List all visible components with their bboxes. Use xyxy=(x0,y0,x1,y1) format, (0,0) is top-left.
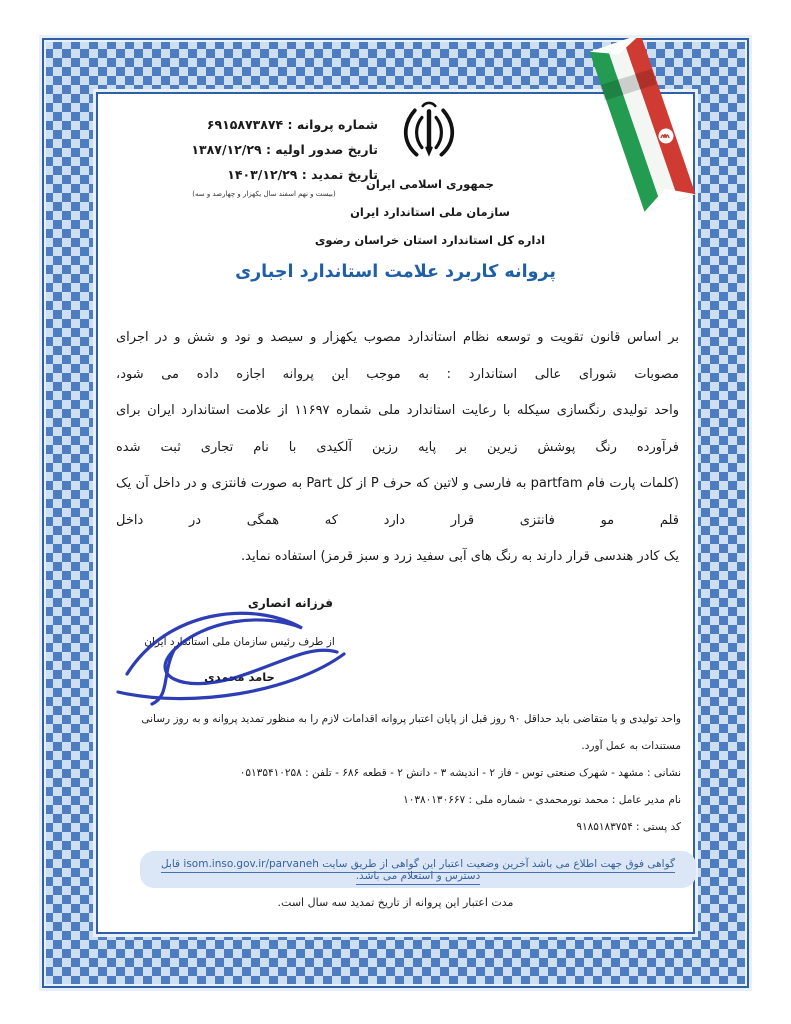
renew-value: ۱۴۰۳/۱۲/۲۹ xyxy=(227,167,298,182)
certificate-title: پروانه کاربرد علامت استاندارد اجباری xyxy=(235,262,556,282)
certificate-body xyxy=(116,320,679,576)
banner-pre-text: گواهی فوق جهت اطلاع می باشد آخرین وضعیت اعتبار این گواهی از طریق سایت xyxy=(322,858,676,870)
validity-statement: مدت اعتبار این پروانه از تاریخ تمدید سه سال است. xyxy=(277,896,514,909)
renew-label: تاریخ تمدید : xyxy=(301,167,378,182)
ceo-line: نام مدیر عامل : محمد نورمحمدی - شماره ملی : ۱۰۳۸۰۱۳۰۶۶۷ xyxy=(403,794,681,806)
provincial-office-name: اداره کل استاندارد استان خراسان رضوی xyxy=(314,233,546,247)
license-number-label: شماره پروانه : xyxy=(287,117,378,132)
first-issue-value: ۱۳۸۷/۱۲/۲۹ xyxy=(191,142,262,157)
body-line-3: (کلمات پارت فام partfam به فارسی و لاتین که حرف P از کل Part به صورت فانتزی و در داخل آن یک قلم مو فانتزی قرار دارد که همگی در داخل xyxy=(116,476,680,528)
renewal-notice-line: واحد تولیدی و یا متقاضی باید حداقل ۹۰ روز قبل از پایان اعتبار پروانه اقدامات لازم را به منظور تمدید پروانه و به روز رسانی مستندات به عمل آورد. xyxy=(141,713,681,752)
iran-national-emblem-icon xyxy=(398,98,460,160)
signer-name-bottom: حامد محمدی xyxy=(204,670,275,684)
first-issue-label: تاریخ صدور اولیه : xyxy=(265,142,378,157)
verification-url[interactable]: isom.inso.gov.ir/parvaneh xyxy=(183,858,319,870)
organization-name: سازمان ملی استاندارد ایران xyxy=(350,205,510,219)
banner-post-text: قابل دسترس و استعلام می باشد. xyxy=(160,858,481,882)
body-line-2: واحد تولیدی رنگسازی سیکله با رعایت استاندارد ملی شماره ۱۱۶۹۷ از علامت استاندارد ایران برای فرآورده رنگ پوشش زیرین بر پایه رزین آلکیدی با نام تجاری ثبت شده xyxy=(116,403,679,455)
signer-name-top: فرزانه انصاری xyxy=(247,596,333,610)
license-number-value: ۶۹۱۵۸۷۳۸۷۴ xyxy=(206,117,284,132)
postal-code-line: کد پستی : ۹۱۸۵۱۸۳۷۵۴ xyxy=(576,821,681,833)
on-behalf-text: از طرف رئیس سازمان ملی استاندارد ایران xyxy=(144,636,335,648)
info-block xyxy=(120,706,681,841)
authority-header xyxy=(280,170,580,254)
country-name: جمهوری اسلامی ایران xyxy=(366,177,494,191)
verification-banner-text xyxy=(161,858,675,885)
renew-date-in-words: (بیست و نهم اسفند سال یکهزار و چهارصد و سه) xyxy=(192,190,336,198)
body-line-4: یک کادر هندسی قرار دارند به رنگ های آبی سفید زرد و سبز قرمز) استفاده نماید. xyxy=(240,549,679,564)
address-line: نشانی : مشهد - شهرک صنعتی توس - فاز ۲ - اندیشه ۳ - دانش ۲ - قطعه ۶۸۶ - تلفن : ۰۵۱۳۵۴۱۰۲۵۸ xyxy=(239,767,681,779)
body-line-1: بر اساس قانون تقویت و توسعه نظام استاندارد مصوب یکهزار و سیصد و نود و شش و در اجرای مصوبات شورای عالی استاندارد : به موجب این پروانه اجازه داده می شود، xyxy=(116,330,679,382)
license-number-line xyxy=(150,112,378,137)
verification-banner xyxy=(140,851,696,888)
first-issue-line xyxy=(150,137,378,162)
signature-block xyxy=(122,596,357,684)
handwritten-signature-icon xyxy=(112,596,362,711)
